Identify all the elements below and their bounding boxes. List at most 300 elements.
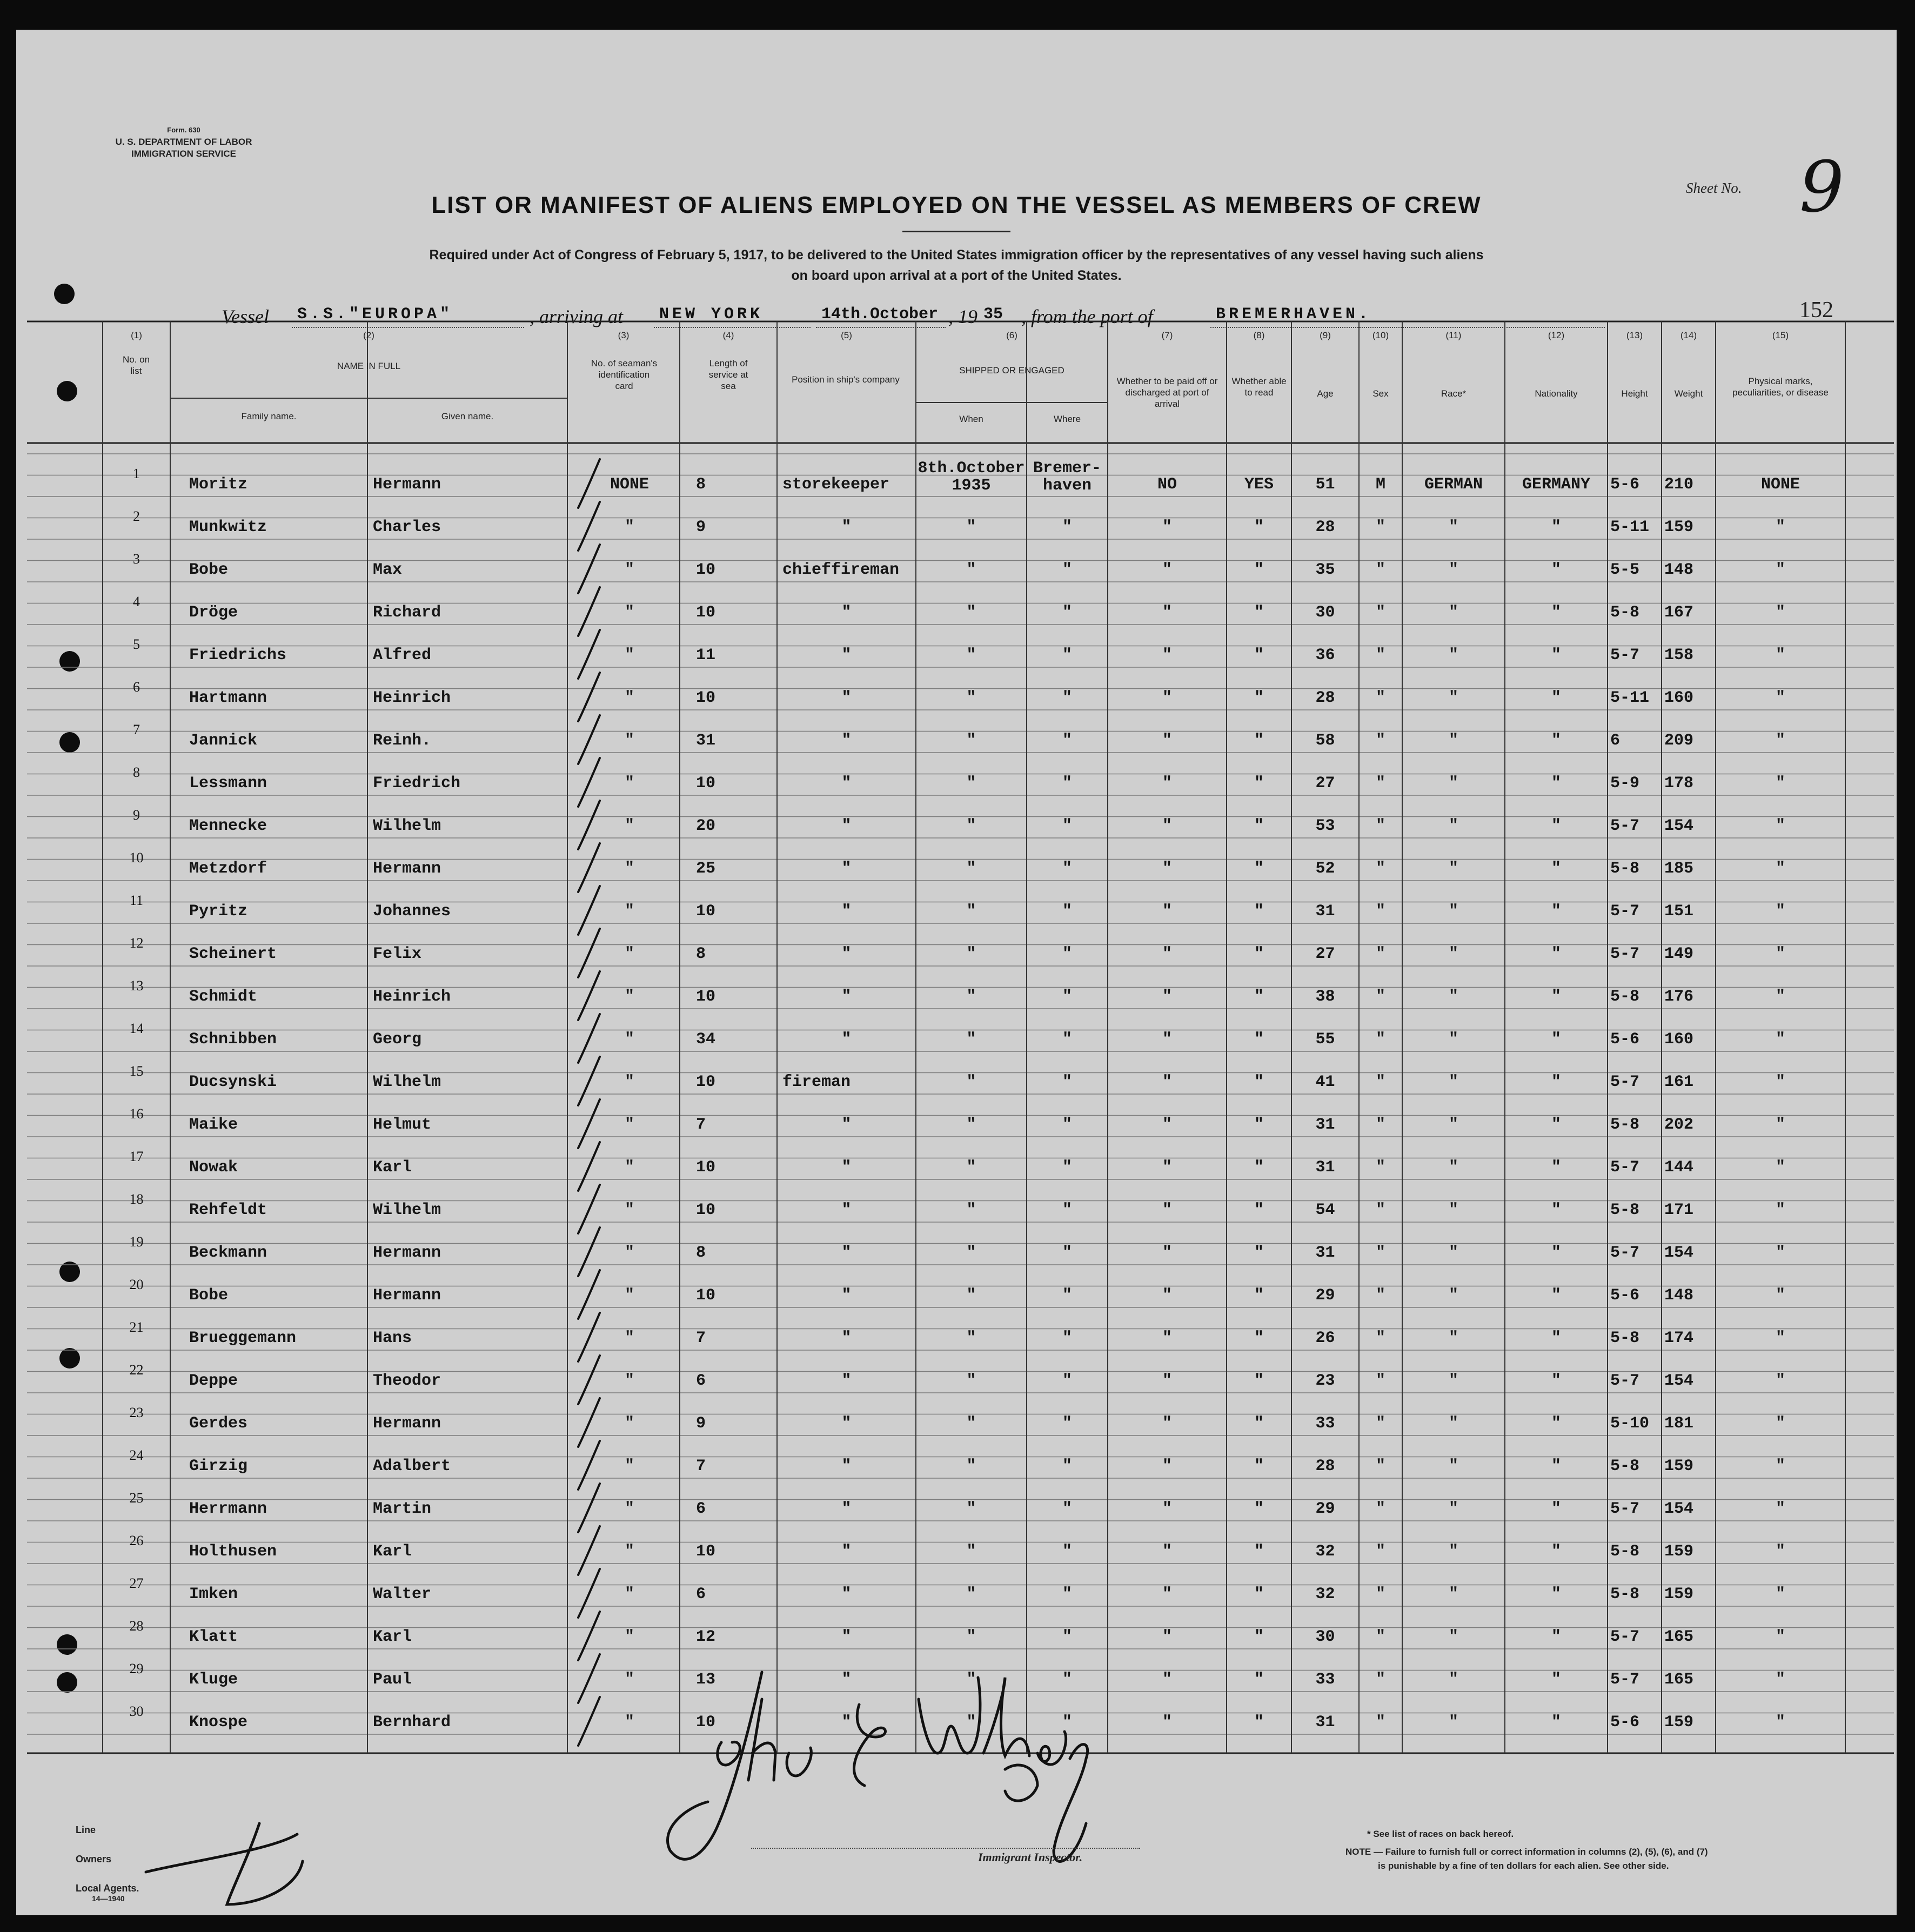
footer-agents-label	[76, 1883, 139, 1903]
position: "	[841, 646, 852, 665]
weight: 148	[1664, 561, 1694, 579]
from-port-label: , from the port of	[1021, 306, 1153, 327]
seaman-card: "	[624, 1329, 634, 1347]
given-name: Karl	[373, 1158, 412, 1177]
weight: 160	[1664, 1030, 1694, 1049]
able-to-read: "	[1254, 1329, 1264, 1347]
inspector-label: Immigrant Inspector.	[978, 1850, 1083, 1864]
column-number: (13)	[1626, 330, 1643, 340]
position: "	[841, 860, 852, 878]
physical-marks: "	[1775, 1286, 1785, 1305]
nationality: "	[1551, 689, 1561, 707]
shipped-when: "	[966, 774, 976, 793]
given-name: Wilhelm	[373, 817, 441, 835]
nationality: "	[1551, 1244, 1561, 1262]
length-of-service: 10	[696, 1201, 716, 1219]
physical-marks: "	[1775, 561, 1785, 579]
physical-marks: "	[1775, 774, 1785, 793]
paid-off: "	[1162, 603, 1172, 622]
able-to-read: YES	[1244, 475, 1274, 494]
height: 5-7	[1610, 1073, 1640, 1091]
given-name: Hermann	[373, 475, 441, 494]
shipped-when: "	[966, 1542, 976, 1561]
form-code: 14—1940	[92, 1894, 125, 1903]
family-name: Mennecke	[189, 817, 267, 835]
seaman-card: "	[624, 860, 634, 878]
row-number: 7	[133, 722, 140, 737]
height: 5-6	[1610, 1286, 1640, 1305]
height: 5-6	[1610, 475, 1640, 494]
weight: 154	[1664, 817, 1694, 835]
row-number: 23	[129, 1405, 144, 1420]
column-number: (12)	[1548, 330, 1565, 340]
race: "	[1448, 988, 1458, 1006]
sex: "	[1375, 1457, 1385, 1475]
given-name: Wilhelm	[373, 1201, 441, 1219]
paid-off: "	[1162, 1030, 1172, 1049]
inspector-dotline	[751, 1848, 1140, 1849]
seaman-card: "	[624, 1457, 634, 1475]
height: 5-7	[1610, 1628, 1640, 1646]
manifest-sheet	[16, 30, 1897, 1915]
race: "	[1448, 1030, 1458, 1049]
position: storekeeper	[782, 475, 890, 494]
weight: 181	[1664, 1414, 1694, 1433]
seaman-card: "	[624, 1671, 634, 1689]
weight: 209	[1664, 732, 1694, 750]
nationality: "	[1551, 1372, 1561, 1390]
height: 5-7	[1610, 646, 1640, 665]
position: "	[841, 1414, 852, 1433]
race: "	[1448, 689, 1458, 707]
weight: 171	[1664, 1201, 1694, 1219]
seaman-card: "	[624, 646, 634, 665]
height: 5-9	[1610, 774, 1640, 793]
able-to-read: "	[1254, 1286, 1264, 1305]
family-name: Maike	[189, 1116, 238, 1134]
race: "	[1448, 1329, 1458, 1347]
sex: "	[1375, 817, 1385, 835]
age: 55	[1315, 1030, 1335, 1049]
nationality: "	[1551, 1201, 1561, 1219]
paid-off: "	[1162, 817, 1172, 835]
sex: "	[1375, 1158, 1385, 1177]
paid-off: "	[1162, 1671, 1172, 1689]
able-to-read: "	[1254, 1116, 1264, 1134]
family-name: Nowak	[189, 1158, 238, 1177]
header-sex: Sex	[1372, 388, 1389, 399]
header-length-service: Length of service at sea	[708, 358, 748, 391]
age: 32	[1315, 1585, 1335, 1604]
shipped-when: "	[966, 689, 976, 707]
height: 6	[1610, 732, 1621, 750]
shipped-where: Bremer-	[1033, 459, 1102, 478]
sex: "	[1375, 689, 1385, 707]
row-number: 6	[133, 679, 140, 695]
shipped-where: "	[1062, 1116, 1072, 1134]
length-of-service: 10	[696, 774, 716, 793]
sex: "	[1375, 988, 1385, 1006]
shipped-where: "	[1062, 1329, 1072, 1347]
able-to-read: "	[1254, 1585, 1264, 1604]
family-name: Bobe	[189, 561, 229, 579]
header-when: When	[959, 414, 983, 424]
given-name: Heinrich	[373, 988, 451, 1006]
header-weight: Weight	[1674, 388, 1703, 399]
sex: "	[1375, 1585, 1385, 1604]
paid-off: "	[1162, 774, 1172, 793]
shipped-where: "	[1062, 1030, 1072, 1049]
weight: 161	[1664, 1073, 1694, 1091]
length-of-service: 10	[696, 1713, 716, 1732]
row-number: 28	[129, 1618, 144, 1634]
able-to-read: "	[1254, 1542, 1264, 1561]
given-name: Friedrich	[373, 774, 461, 793]
race: "	[1448, 774, 1458, 793]
shipped-when: "	[966, 732, 976, 750]
physical-marks: "	[1775, 1585, 1785, 1604]
shipped-where: "	[1062, 988, 1072, 1006]
given-name: Helmut	[373, 1116, 432, 1134]
nationality: "	[1551, 945, 1561, 963]
length-of-service: 10	[696, 1542, 716, 1561]
age: 28	[1315, 1457, 1335, 1475]
seaman-card: "	[624, 1244, 634, 1262]
row-number: 5	[133, 636, 140, 652]
arriving-label: , arriving at	[530, 306, 624, 327]
position: "	[841, 1628, 852, 1646]
row-number: 25	[129, 1490, 144, 1506]
height: 5-10	[1610, 1414, 1650, 1433]
given-name: Hermann	[373, 1414, 441, 1433]
nationality: "	[1551, 1286, 1561, 1305]
race: GERMAN	[1424, 475, 1483, 494]
shipped-when: 8th.October	[918, 459, 1025, 478]
header-family-name: Family name.	[241, 411, 297, 421]
header-no-on-list: No. on list	[122, 354, 150, 376]
family-name: Kluge	[189, 1671, 238, 1689]
family-name: Imken	[189, 1585, 238, 1604]
age: 36	[1315, 646, 1335, 665]
paid-off: "	[1162, 1158, 1172, 1177]
able-to-read: "	[1254, 1158, 1264, 1177]
family-name: Schmidt	[189, 988, 258, 1006]
race: "	[1448, 732, 1458, 750]
shipped-when: "	[966, 1457, 976, 1475]
family-name: Metzdorf	[189, 860, 267, 878]
sex: "	[1375, 603, 1385, 622]
length-of-service: 9	[696, 1414, 706, 1433]
family-name: Ducsynski	[189, 1073, 277, 1091]
race: "	[1448, 1585, 1458, 1604]
age: 28	[1315, 518, 1335, 536]
shipped-where: "	[1062, 1201, 1072, 1219]
shipped-where: "	[1062, 1414, 1072, 1433]
height: 5-6	[1610, 1030, 1640, 1049]
column-number: (10)	[1372, 330, 1389, 340]
seaman-card: "	[624, 689, 634, 707]
height: 5-8	[1610, 860, 1640, 878]
column-number: (5)	[841, 330, 852, 340]
weight: 165	[1664, 1671, 1694, 1689]
shipped-when: "	[966, 646, 976, 665]
shipped-when: "	[966, 1286, 976, 1305]
family-name: Pyritz	[189, 902, 248, 921]
penalty-note-line-2: is punishable by a fine of ten dollars for each alien. See other side.	[1378, 1861, 1669, 1871]
paid-off: "	[1162, 732, 1172, 750]
weight: 178	[1664, 774, 1694, 793]
length-of-service: 10	[696, 1286, 716, 1305]
header-where: Where	[1053, 414, 1081, 424]
nationality: "	[1551, 1500, 1561, 1518]
sex: "	[1375, 1671, 1385, 1689]
height: 5-7	[1610, 1158, 1640, 1177]
physical-marks: "	[1775, 1542, 1785, 1561]
position: fireman	[782, 1073, 851, 1091]
column-number: (15)	[1772, 330, 1789, 340]
sex: "	[1375, 1244, 1385, 1262]
physical-marks: "	[1775, 518, 1785, 536]
shipped-where: "	[1062, 518, 1072, 536]
able-to-read: "	[1254, 1244, 1264, 1262]
form-number: Form. 630	[167, 126, 200, 134]
position: "	[841, 1116, 852, 1134]
row-number: 4	[133, 594, 140, 609]
age: 31	[1315, 1158, 1335, 1177]
shipped-where: "	[1062, 1457, 1072, 1475]
row-number: 12	[129, 935, 144, 951]
weight: 210	[1664, 475, 1694, 494]
header-physical: Physical marks, peculiarities, or disease	[1732, 376, 1829, 398]
age: 30	[1315, 603, 1335, 622]
arriving-port: NEW YORK	[659, 305, 764, 324]
seaman-card: "	[624, 1414, 634, 1433]
row-number: 9	[133, 807, 140, 823]
length-of-service: 6	[696, 1585, 706, 1604]
row-number: 1	[133, 466, 140, 481]
height: 5-8	[1610, 1116, 1640, 1134]
column-number: (1)	[131, 330, 142, 340]
physical-marks: "	[1775, 1201, 1785, 1219]
physical-marks: "	[1775, 1414, 1785, 1433]
family-name: Bobe	[189, 1286, 229, 1305]
shipped-where: "	[1062, 902, 1072, 921]
given-name: Bernhard	[373, 1713, 451, 1732]
nationality: "	[1551, 817, 1561, 835]
able-to-read: "	[1254, 689, 1264, 707]
age: 31	[1315, 902, 1335, 921]
sex: "	[1375, 1201, 1385, 1219]
family-name: Knospe	[189, 1713, 248, 1732]
height: 5-8	[1610, 1329, 1640, 1347]
header-nationality: Nationality	[1535, 388, 1578, 399]
nationality: "	[1551, 1116, 1561, 1134]
weight: 159	[1664, 518, 1694, 536]
race: "	[1448, 1116, 1458, 1134]
seaman-card: NONE	[610, 475, 649, 494]
weight: 154	[1664, 1372, 1694, 1390]
shipped-when: "	[966, 902, 976, 921]
paid-off: "	[1162, 1244, 1172, 1262]
given-name: Hermann	[373, 1286, 441, 1305]
physical-marks: "	[1775, 732, 1785, 750]
race: "	[1448, 1500, 1458, 1518]
position: "	[841, 1585, 852, 1604]
weight: 154	[1664, 1244, 1694, 1262]
able-to-read: "	[1254, 817, 1264, 835]
family-name: Moritz	[189, 475, 248, 494]
position: "	[841, 1286, 852, 1305]
paid-off: "	[1162, 1201, 1172, 1219]
height: 5-7	[1610, 1372, 1640, 1390]
given-name: Felix	[373, 945, 422, 963]
shipped-when: "	[966, 1329, 976, 1347]
length-of-service: 6	[696, 1372, 706, 1390]
race: "	[1448, 1457, 1458, 1475]
shipped-where: "	[1062, 646, 1072, 665]
race: "	[1448, 1201, 1458, 1219]
weight: 185	[1664, 860, 1694, 878]
nationality: "	[1551, 561, 1561, 579]
paid-off: "	[1162, 1500, 1172, 1518]
age: 33	[1315, 1414, 1335, 1433]
page-number: 152	[1799, 298, 1833, 323]
height: 5-7	[1610, 817, 1640, 835]
seaman-card: "	[624, 945, 634, 963]
row-number: 10	[129, 850, 144, 866]
row-number: 21	[129, 1319, 144, 1335]
race: "	[1448, 518, 1458, 536]
header-age: Age	[1317, 388, 1334, 399]
column-number: (8)	[1253, 330, 1265, 340]
shipped-where: "	[1062, 732, 1072, 750]
year-suffix: 35	[983, 305, 1003, 324]
footer-owners-label: Owners	[76, 1854, 112, 1864]
paid-off: "	[1162, 1073, 1172, 1091]
physical-marks: "	[1775, 988, 1785, 1006]
age: 31	[1315, 1116, 1335, 1134]
shipped-when: "	[966, 1116, 976, 1134]
sex: "	[1375, 1542, 1385, 1561]
shipped-where: "	[1062, 689, 1072, 707]
shipped-when: "	[966, 1201, 976, 1219]
length-of-service: 31	[696, 732, 716, 750]
shipped-when: "	[966, 1073, 976, 1091]
position: "	[841, 817, 852, 835]
length-of-service: 10	[696, 902, 716, 921]
length-of-service: 8	[696, 945, 706, 963]
age: 31	[1315, 1713, 1335, 1732]
family-name: Rehfeldt	[189, 1201, 267, 1219]
shipped-where: "	[1062, 1158, 1072, 1177]
shipped-where: "	[1062, 817, 1072, 835]
nationality: "	[1551, 774, 1561, 793]
height: 5-7	[1610, 1500, 1640, 1518]
position: "	[841, 732, 852, 750]
seaman-card: "	[624, 1201, 634, 1219]
race: "	[1448, 1158, 1458, 1177]
position: "	[841, 1372, 852, 1390]
able-to-read: "	[1254, 561, 1264, 579]
able-to-read: "	[1254, 1372, 1264, 1390]
shipped-where: "	[1062, 561, 1072, 579]
row-number: 11	[129, 893, 144, 908]
length-of-service: 7	[696, 1457, 706, 1475]
subtitle-line-1: Required under Act of Congress of February 5, 1917, to be delivered to the United States immigration officer by the representatives of any vessel having such aliens	[429, 247, 1484, 263]
age: 31	[1315, 1244, 1335, 1262]
paid-off: "	[1162, 1372, 1172, 1390]
position: "	[841, 945, 852, 963]
owners-mark	[135, 1813, 351, 1910]
family-name: Klatt	[189, 1628, 238, 1646]
physical-marks: "	[1775, 945, 1785, 963]
family-name: Jannick	[189, 732, 258, 750]
weight: 144	[1664, 1158, 1694, 1177]
nationality: "	[1551, 1457, 1561, 1475]
family-name: Dröge	[189, 603, 238, 622]
age: 23	[1315, 1372, 1335, 1390]
nationality: "	[1551, 902, 1561, 921]
nationality: "	[1551, 518, 1561, 536]
paid-off: "	[1162, 988, 1172, 1006]
family-name: Munkwitz	[189, 518, 267, 536]
nationality: "	[1551, 1073, 1561, 1091]
age: 32	[1315, 1542, 1335, 1561]
length-of-service: 9	[696, 518, 706, 536]
seaman-card: "	[624, 1372, 634, 1390]
length-of-service: 10	[696, 1073, 716, 1091]
given-name: Heinrich	[373, 689, 451, 707]
from-port: BREMERHAVEN.	[1216, 305, 1372, 324]
paid-off: "	[1162, 860, 1172, 878]
length-of-service: 6	[696, 1500, 706, 1518]
local-agents-label: Local Agents.	[76, 1883, 139, 1894]
shipped-where: "	[1062, 1585, 1072, 1604]
position: "	[841, 1329, 852, 1347]
able-to-read: "	[1254, 1073, 1264, 1091]
physical-marks: "	[1775, 1671, 1785, 1689]
vessel-name: S.S."EUROPA"	[297, 305, 453, 324]
family-name: Holthusen	[189, 1542, 277, 1561]
able-to-read: "	[1254, 1671, 1264, 1689]
service-name: IMMIGRATION SERVICE	[131, 149, 236, 159]
shipped-where: "	[1062, 1713, 1072, 1732]
column-number: (7)	[1161, 330, 1173, 340]
given-name: Charles	[373, 518, 441, 536]
weight: 159	[1664, 1585, 1694, 1604]
sex: "	[1375, 518, 1385, 536]
sex: "	[1375, 1030, 1385, 1049]
able-to-read: "	[1254, 518, 1264, 536]
physical-marks: "	[1775, 1500, 1785, 1518]
race: "	[1448, 1286, 1458, 1305]
family-name: Lessmann	[189, 774, 267, 793]
given-name: Adalbert	[373, 1457, 451, 1475]
weight: 154	[1664, 1500, 1694, 1518]
vessel-label: Vessel	[222, 306, 269, 327]
nationality: "	[1551, 860, 1561, 878]
column-number: (11)	[1445, 330, 1462, 340]
sex: "	[1375, 561, 1385, 579]
length-of-service: 10	[696, 1158, 716, 1177]
race: "	[1448, 817, 1458, 835]
shipped-where: "	[1062, 1073, 1072, 1091]
nationality: "	[1551, 1158, 1561, 1177]
subtitle-line-2: on board upon arrival at a port of the United States.	[791, 268, 1122, 283]
sex: "	[1375, 1628, 1385, 1646]
position: "	[841, 689, 852, 707]
height: 5-8	[1610, 1201, 1640, 1219]
